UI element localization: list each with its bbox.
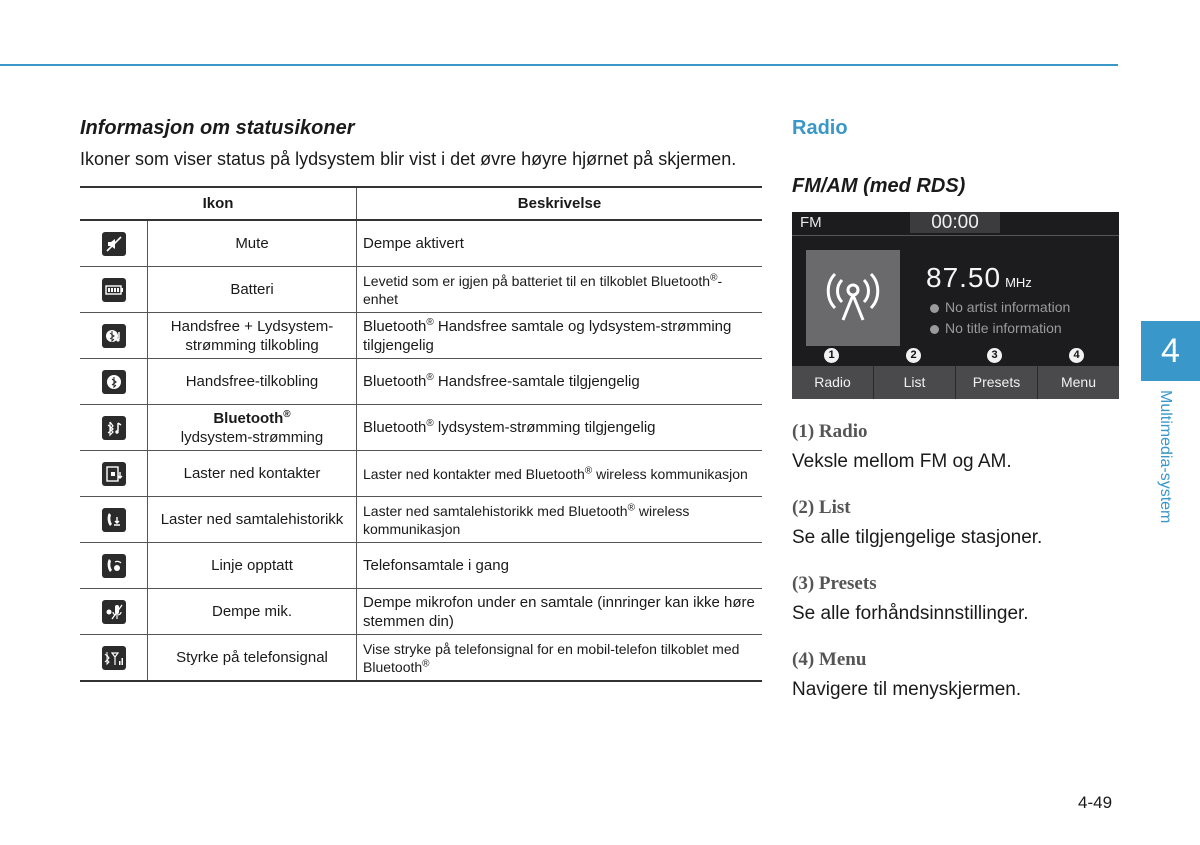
intro-text: Ikoner som viser status på lydsystem blir vist i det øvre høyre hjørnet på skjermen. — [80, 149, 737, 169]
item-title: (3) Presets — [792, 573, 877, 594]
fm-am-heading: FM/AM (med RDS) — [792, 175, 966, 197]
header-icon: Ikon — [80, 187, 357, 220]
item-description: Se alle tilgjengelige stasjoner. — [792, 527, 1043, 548]
contacts-download-icon — [102, 462, 126, 486]
mic-mute-icon — [102, 600, 126, 624]
table-row — [80, 405, 762, 451]
item-description: Navigere til menyskjermen. — [792, 679, 1022, 700]
icon-name: Laster ned kontakter — [148, 451, 357, 497]
band-label: FM — [800, 214, 822, 231]
radio-section — [792, 117, 1092, 212]
callout-3: 3 — [987, 348, 1002, 363]
section-title: Informasjon om statusikoner — [80, 117, 355, 139]
antenna-icon — [806, 250, 900, 346]
table-row — [80, 220, 762, 267]
table-row — [80, 359, 762, 405]
callout-2: 2 — [906, 348, 921, 363]
icon-description: Levetid som er igjen på batteriet til en tilkoblet Bluetooth®-enhet — [357, 267, 763, 313]
callout-4: 4 — [1069, 348, 1084, 363]
battery-icon — [102, 278, 126, 302]
radio-heading: Radio — [792, 117, 848, 139]
icon-name: Styrke på telefonsignal — [148, 635, 357, 682]
icon-name: Handsfree-tilkobling — [148, 359, 357, 405]
icon-description: Bluetooth® lydsystem-strømming tilgjengelig — [357, 405, 763, 451]
artist-info: No artist information — [930, 299, 1070, 315]
icon-description: Laster ned kontakter med Bluetooth® wireless kommunikasjon — [357, 451, 763, 497]
button-explanations — [792, 421, 1112, 725]
table-row — [80, 543, 762, 589]
title-info: No title information — [930, 320, 1062, 336]
table-row — [80, 451, 762, 497]
icon-name: Dempe mik. — [148, 589, 357, 635]
top-rule — [0, 64, 1118, 66]
icon-name: Mute — [148, 220, 357, 267]
radio-button[interactable]: Radio — [792, 366, 874, 399]
item-title: (4) Menu — [792, 649, 867, 670]
chapter-tab: 4 — [1141, 321, 1200, 381]
signal-strength-icon — [102, 646, 126, 670]
person-icon — [930, 304, 939, 313]
header-description: Beskrivelse — [357, 187, 763, 220]
line-busy-icon — [102, 554, 126, 578]
icon-name: Linje opptatt — [148, 543, 357, 589]
call-history-download-icon — [102, 508, 126, 532]
mute-icon — [102, 232, 126, 256]
bluetooth-audio-icon — [102, 416, 126, 440]
page-number: 4-49 — [1078, 793, 1113, 812]
table-row — [80, 313, 762, 359]
table-row — [80, 497, 762, 543]
radio-screen-illustration — [792, 212, 1119, 399]
icon-description: Telefonsamtale i gang — [357, 543, 763, 589]
handsfree-audio-icon — [102, 324, 126, 348]
list-button[interactable]: List — [874, 366, 956, 399]
icon-name: Laster ned samtalehistorikk — [148, 497, 357, 543]
icon-description: Vise stryke på telefonsignal for en mobil-telefon tilkoblet med Bluetooth® — [357, 635, 763, 682]
status-icons-section — [80, 117, 762, 682]
item-title: (2) List — [792, 497, 851, 518]
frequency-display: 87.50 MHz — [926, 262, 1032, 293]
screen-button-bar — [792, 366, 1119, 399]
icon-name: Bluetooth® lydsystem-strømming — [148, 405, 357, 451]
icon-description: Dempe aktivert — [357, 220, 763, 267]
table-row — [80, 589, 762, 635]
icon-name: Handsfree + Lydsystem-strømming tilkobling — [148, 313, 357, 359]
item-title: (1) Radio — [792, 421, 868, 442]
chapter-label: Multimedia-system — [1157, 390, 1174, 524]
menu-button[interactable]: Menu — [1038, 366, 1119, 399]
presets-button[interactable]: Presets — [956, 366, 1038, 399]
icon-description: Bluetooth® Handsfree-samtale tilgjengelig — [357, 359, 763, 405]
icon-description: Laster ned samtalehistorikk med Bluetooth® wireless kommunikasjon — [357, 497, 763, 543]
callout-1: 1 — [824, 348, 839, 363]
handsfree-icon — [102, 370, 126, 394]
item-description: Veksle mellom FM og AM. — [792, 451, 1012, 472]
music-disc-icon — [930, 325, 939, 334]
status-icons-table — [80, 186, 762, 682]
table-row — [80, 635, 762, 682]
item-description: Se alle forhåndsinnstillinger. — [792, 603, 1029, 624]
clock: 00:00 — [910, 212, 1000, 233]
table-header-row — [80, 187, 762, 220]
icon-description: Bluetooth® Handsfree samtale og lydsystem-strømming tilgjengelig — [357, 313, 763, 359]
table-row — [80, 267, 762, 313]
icon-description: Dempe mikrofon under en samtale (innringer kan ikke høre stemmen din) — [357, 589, 763, 635]
icon-name: Batteri — [148, 267, 357, 313]
